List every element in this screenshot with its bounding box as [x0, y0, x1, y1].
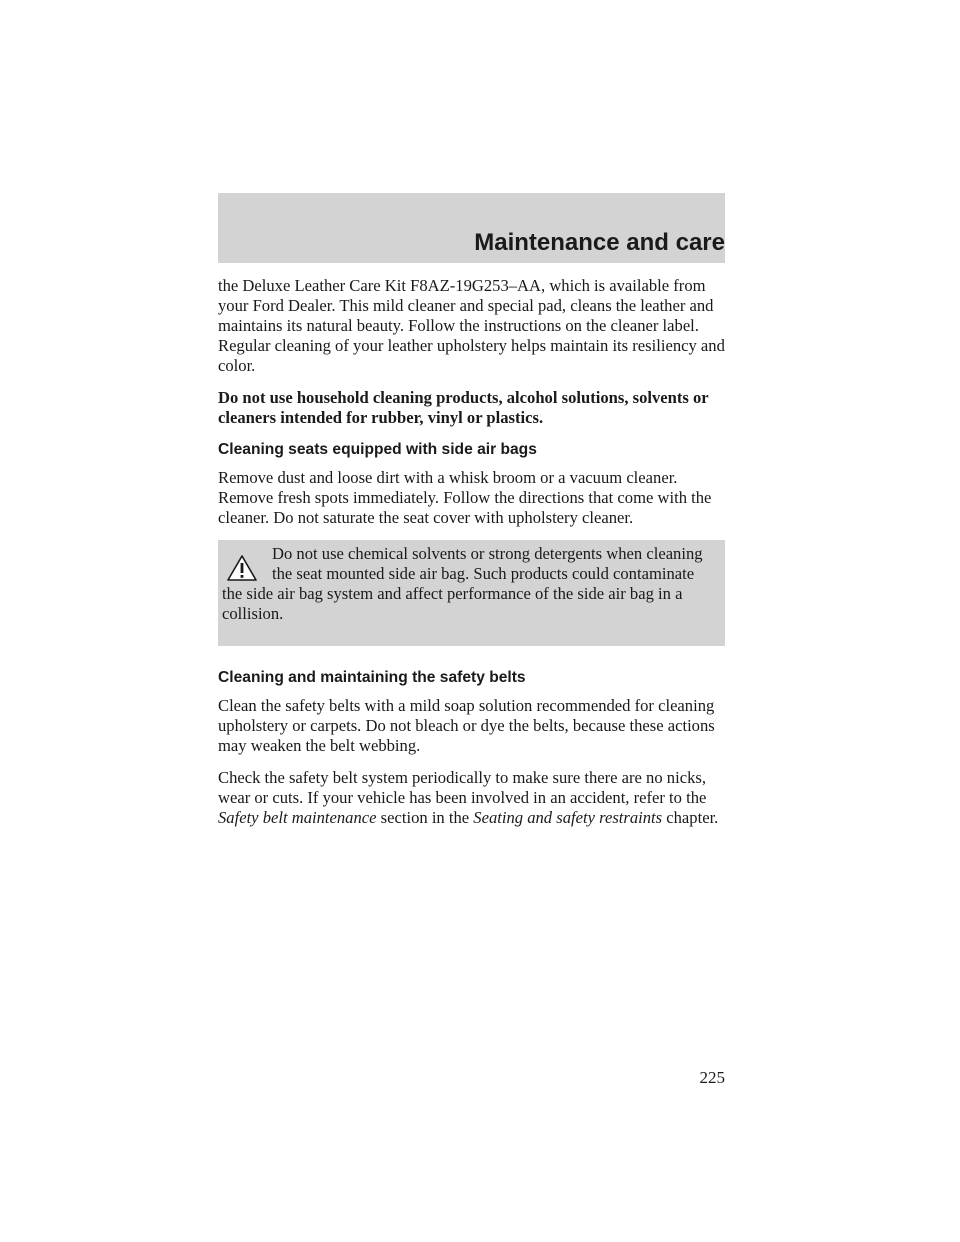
- chapter-header-band: [218, 193, 725, 263]
- safety-belt-maintenance-ref: Safety belt maintenance: [218, 808, 377, 827]
- warning-text: Do not use chemical solvents or strong detergents when cleaning the seat mounted side air bag. Such products could contaminate the side air bag system and affect performance of the side air bag in a collision.: [222, 544, 703, 623]
- check-text-a: Check the safety belt system periodically to make sure there are no nicks, wear or cuts. If your vehicle has been involved in an accident, refer to the: [218, 768, 707, 807]
- check-text-c: chapter.: [662, 808, 719, 827]
- safety-belts-cleaning-paragraph: Clean the safety belts with a mild soap solution recommended for cleaning upholstery or carpets. Do not bleach or dye the belts, because these actions may weaken the belt webbing.: [218, 696, 715, 755]
- page-number: 225: [699, 1068, 725, 1087]
- page-content: [218, 276, 725, 840]
- chapter-title: Maintenance and care: [474, 229, 725, 256]
- check-text-b: section in the: [376, 808, 474, 827]
- cleaning-products-caution: Do not use household cleaning products, alcohol solutions, solvents or cleaners intended for rubber, vinyl or plastics.: [218, 388, 709, 427]
- side-air-bag-seats-paragraph: Remove dust and loose dirt with a whisk broom or a vacuum cleaner. Remove fresh spots immediately. Follow the directions that come with the cleaner. Do not saturate the seat cover with upholstery cleaner.: [218, 468, 712, 527]
- safety-belts-heading: Cleaning and maintaining the safety belts: [218, 669, 526, 686]
- side-air-bag-seats-heading: Cleaning seats equipped with side air bags: [218, 441, 537, 458]
- safety-belts-check-paragraph: [218, 768, 725, 828]
- seating-restraints-ref: Seating and safety restraints: [473, 808, 663, 827]
- leather-care-paragraph: the Deluxe Leather Care Kit F8AZ-19G253–AA, which is available from your Ford Dealer. This mild cleaner and special pad, cleans the leather and maintains its natural beauty. Follow the instructions on the cleaner label. Regular cleaning of your leather upholstery helps maintain its resiliency and color.: [218, 276, 725, 375]
- warning-triangle-icon: [226, 554, 258, 582]
- warning-box: [218, 540, 725, 646]
